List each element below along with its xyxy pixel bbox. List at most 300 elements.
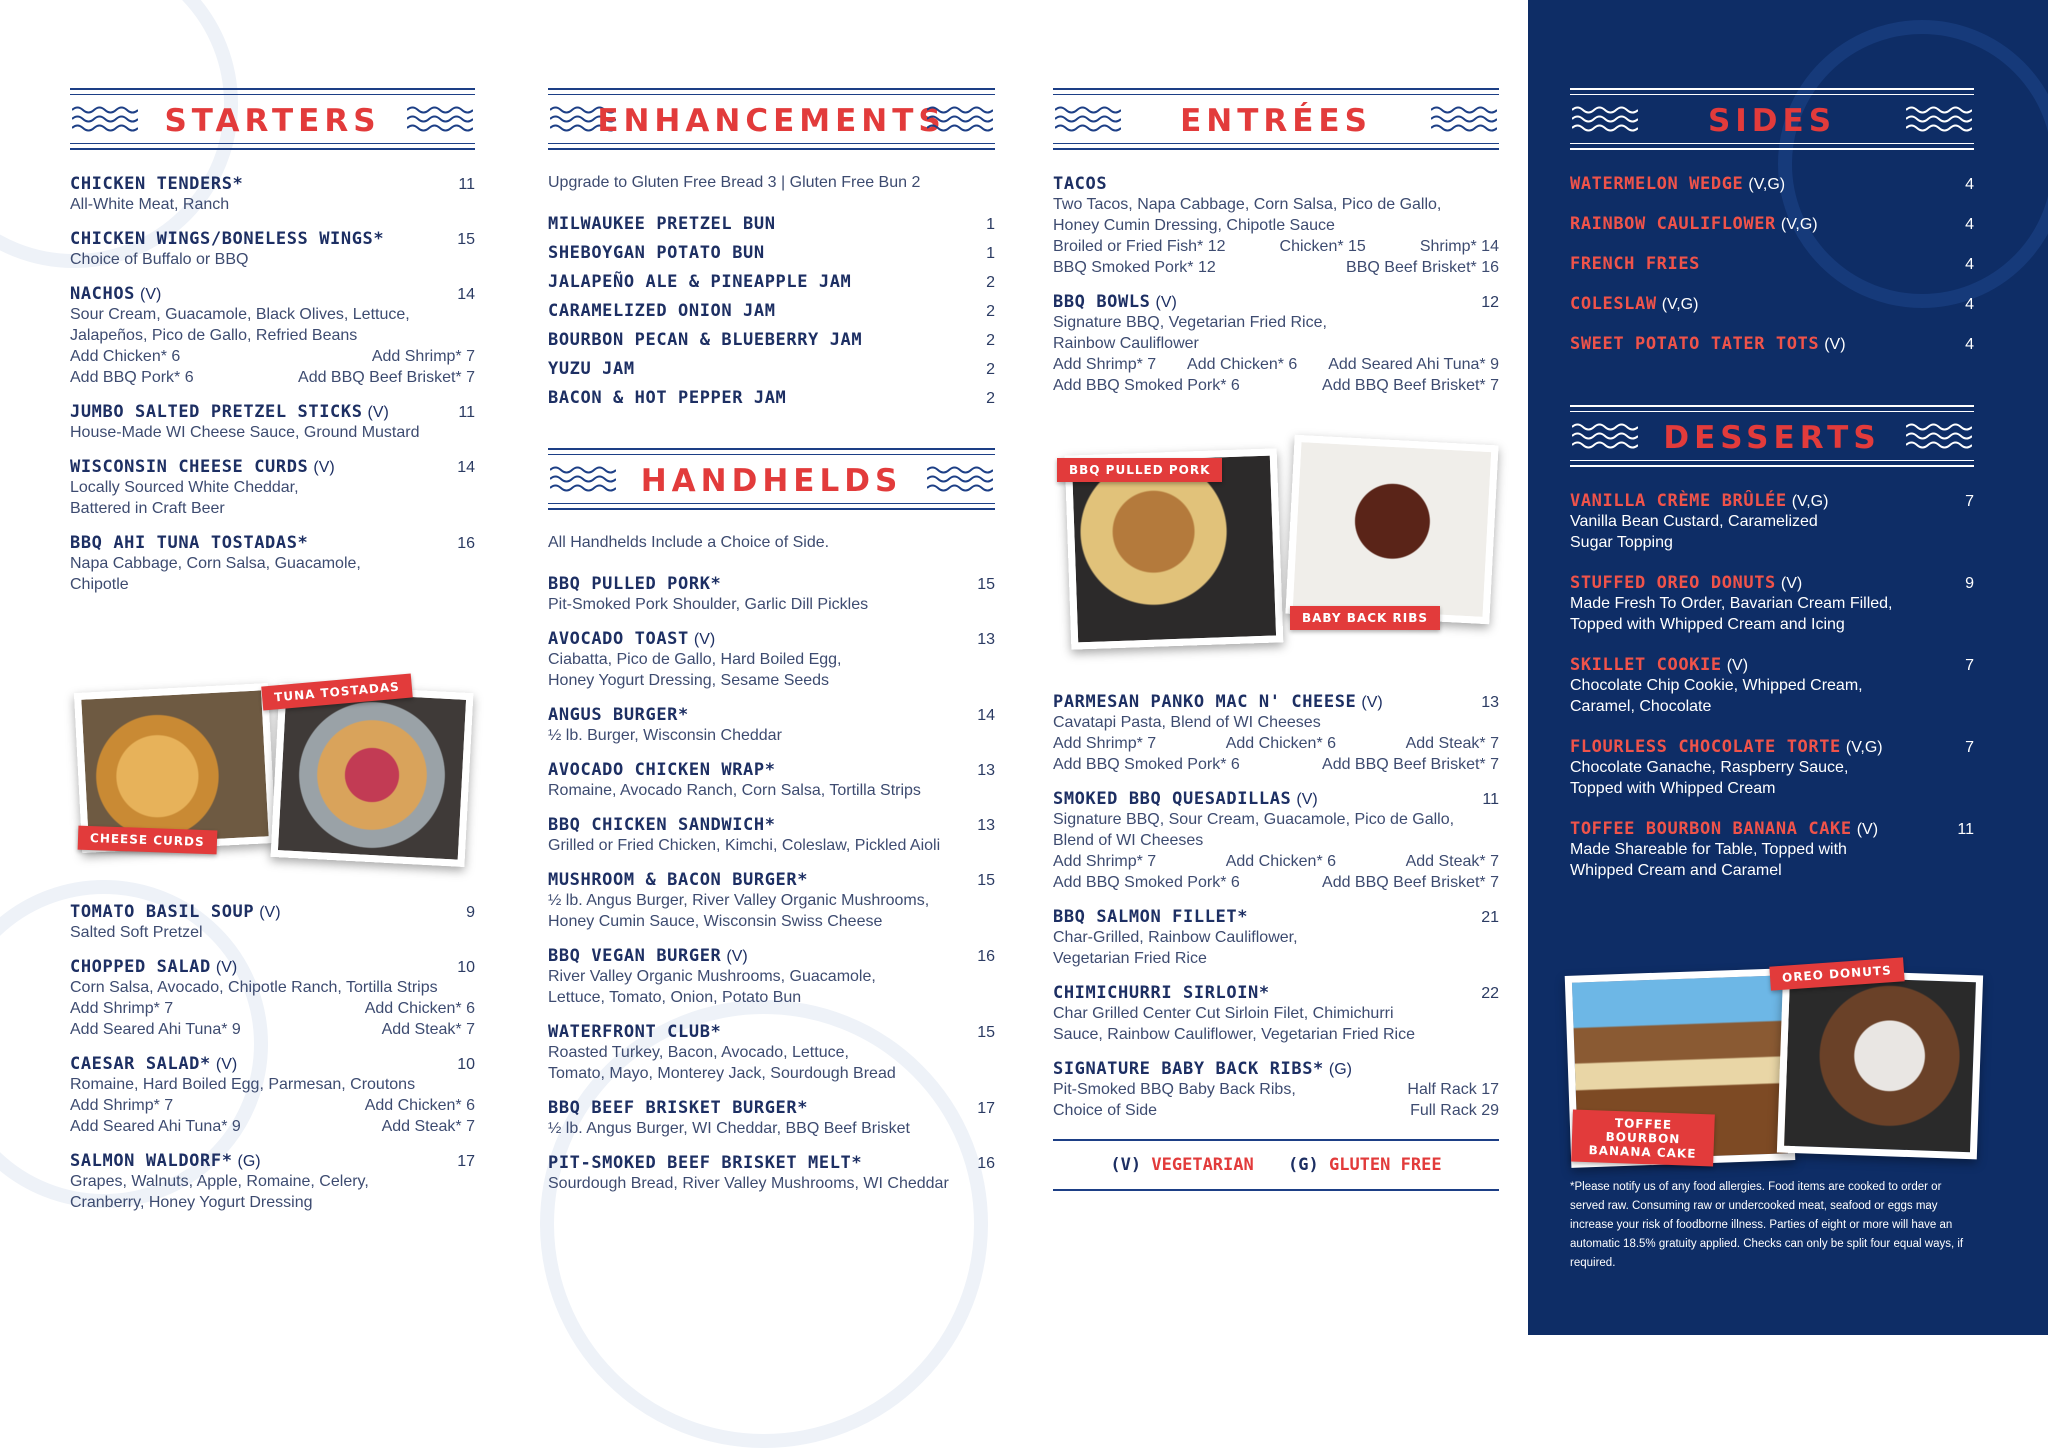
item-description: Blend of WI Cheeses — [1053, 832, 1204, 849]
item-title-group — [70, 1151, 261, 1171]
item-name: PIT-SMOKED BEEF BRISKET MELT* — [548, 1153, 863, 1173]
item-title-group — [548, 574, 721, 594]
item-title-group — [1570, 573, 1802, 593]
item-price: 11 — [458, 404, 475, 421]
handhelds-note: All Handhelds Include a Choice of Side. — [548, 534, 830, 551]
menu-item-bourbon-pecan-blueberry-jam — [548, 330, 995, 350]
item-name: COLESLAW — [1570, 294, 1657, 314]
menu-item-nachos — [70, 284, 475, 388]
item-price: 4 — [1965, 176, 1974, 193]
item-addon: Chicken* 15 — [1279, 238, 1366, 255]
item-addon-line — [1053, 1100, 1499, 1121]
item-description: Cavatapi Pasta, Blend of WI Cheeses — [1053, 714, 1321, 731]
entrees-title: ENTRÉES — [1180, 103, 1372, 139]
item-name: SMOKED BBQ QUESADILLAS — [1053, 789, 1292, 809]
item-price: 21 — [1481, 909, 1499, 926]
item-header-row — [70, 1151, 475, 1171]
item-header-row — [1570, 254, 1974, 274]
item-price: 12 — [1481, 294, 1499, 311]
item-dietary-tag: (V,G) — [1661, 296, 1699, 313]
item-description: ½ lb. Angus Burger, River Valley Organic Mushrooms, — [548, 892, 930, 909]
item-header-row — [548, 760, 995, 780]
item-dietary-tag: (V) — [726, 948, 748, 965]
allergy-disclaimer: *Please notify us of any food allergies. Food items are cooked to order or served raw. Consuming raw or undercooked meat, seafood or eggs may increase your risk of foodborne illness. Parties of eight or more will have an automatic 18.5% gratuity applied. Checks can only be split four equal ways, if required. — [1570, 1181, 1964, 1269]
item-addon: Add Seared Ahi Tuna* 9 — [1328, 356, 1499, 373]
item-addon: Add Chicken* 6 — [70, 348, 181, 365]
item-dietary-tag: (V) — [1726, 657, 1749, 674]
menu-item-bbq-beef-brisket-burger — [548, 1098, 995, 1139]
item-addon: Add Steak* 7 — [381, 1118, 475, 1135]
item-price: 14 — [457, 286, 475, 303]
item-addon-line — [1053, 1079, 1499, 1100]
item-description: Signature BBQ, Sour Cream, Guacamole, Pico de Gallo, — [1053, 811, 1455, 828]
item-name: BBQ PULLED PORK* — [548, 574, 722, 594]
item-dietary-tag: (V) — [1856, 821, 1879, 838]
item-title-group — [1053, 983, 1270, 1003]
enhancements-column — [548, 88, 995, 417]
item-title-group — [70, 402, 389, 422]
menu-item-pit-smoked-beef-brisket-melt — [548, 1153, 995, 1194]
item-name: BACON & HOT PEPPER JAM — [548, 388, 787, 408]
item-addon: Add BBQ Smoked Pork* 6 — [1053, 874, 1240, 891]
item-name: ANGUS BURGER* — [548, 705, 689, 725]
item-addon: Add BBQ Beef Brisket* 7 — [1322, 874, 1499, 891]
legend-v-key: (V) — [1110, 1155, 1142, 1175]
item-description: Sourdough Bread, River Valley Mushrooms, WI Cheddar — [548, 1175, 949, 1192]
menu-item-parmesan-panko-mac-n-cheese — [1053, 692, 1499, 775]
item-addon: Broiled or Fried Fish* 12 — [1053, 238, 1226, 255]
starters-column-lower — [70, 902, 475, 1227]
item-price: 9 — [466, 904, 475, 921]
desserts-header — [1570, 405, 1974, 467]
item-addon-line — [70, 1116, 475, 1137]
item-title-group — [548, 1153, 862, 1173]
sides-column — [1570, 88, 1974, 374]
item-addon: Add Shrimp* 7 — [1053, 853, 1157, 870]
menu-item-milwaukee-pretzel-bun — [548, 214, 995, 234]
item-header-row — [1053, 907, 1499, 927]
item-addon: Full Rack 29 — [1410, 1102, 1499, 1119]
waves-icon — [407, 104, 473, 134]
item-addon: Add Shrimp* 7 — [371, 348, 475, 365]
waves-icon — [927, 104, 993, 134]
item-header-row — [70, 229, 475, 249]
menu-item-bbq-bowls — [1053, 292, 1499, 396]
item-header-row — [1570, 819, 1974, 839]
item-name: BBQ BOWLS — [1053, 292, 1151, 312]
menu-item-avocado-chicken-wrap — [548, 760, 995, 801]
item-title-group — [1053, 789, 1318, 809]
item-title-group — [548, 1022, 721, 1042]
item-price: 14 — [457, 459, 475, 476]
item-description: Whipped Cream and Caramel — [1570, 862, 1782, 879]
item-description: Char-Grilled, Rainbow Cauliflower, — [1053, 929, 1298, 946]
item-header-row — [70, 533, 475, 553]
menu-item-angus-burger — [548, 705, 995, 746]
item-title-group — [548, 388, 786, 408]
item-header-row — [548, 243, 995, 263]
item-header-row — [1570, 491, 1974, 511]
item-addon-line — [1053, 851, 1499, 872]
starters-column — [70, 88, 475, 609]
item-header-row — [1053, 292, 1499, 312]
item-title-group — [1570, 491, 1828, 511]
item-header-row — [1053, 789, 1499, 809]
item-name: MUSHROOM & BACON BURGER* — [548, 870, 809, 890]
waves-icon — [927, 464, 993, 494]
item-description: Grapes, Walnuts, Apple, Romaine, Celery, — [70, 1173, 369, 1190]
item-description: Made Fresh To Order, Bavarian Cream Filled, — [1570, 595, 1893, 612]
item-dietary-tag: (G) — [1328, 1061, 1352, 1078]
item-title-group — [1570, 214, 1818, 234]
menu-item-stuffed-oreo-donuts — [1570, 573, 1974, 635]
item-name: CARAMELIZED ONION JAM — [548, 301, 776, 321]
item-name: CHOPPED SALAD — [70, 957, 211, 977]
item-name: TOFFEE BOURBON BANANA CAKE — [1570, 819, 1852, 839]
item-header-row — [1570, 737, 1974, 757]
enhancements-note: Upgrade to Gluten Free Bread 3 | Gluten Free Bun 2 — [548, 174, 921, 191]
item-name: PARMESAN PANKO MAC N' CHEESE — [1053, 692, 1357, 712]
item-title-group — [1570, 294, 1698, 314]
item-header-row — [548, 301, 995, 321]
item-title-group — [70, 457, 335, 477]
item-title-group — [1053, 907, 1248, 927]
item-addon: Shrimp* 14 — [1419, 238, 1499, 255]
item-addon-line — [70, 998, 475, 1019]
waves-icon — [1906, 421, 1972, 451]
item-description: Jalapeños, Pico de Gallo, Refried Beans — [70, 327, 358, 344]
item-description: House-Made WI Cheese Sauce, Ground Mustard — [70, 424, 420, 441]
item-title-group — [548, 705, 689, 725]
handhelds-header — [548, 448, 995, 510]
item-description: Rainbow Cauliflower — [1053, 335, 1199, 352]
item-title-group — [1570, 174, 1785, 194]
item-title-group — [548, 760, 776, 780]
entrees-column-lower — [1053, 692, 1499, 1191]
item-price: 11 — [1482, 791, 1499, 808]
item-dietary-tag: (V) — [215, 959, 238, 976]
item-name: BBQ AHI TUNA TOSTADAS* — [70, 533, 309, 553]
photo-label-bbq-pulled-pork: BBQ PULLED PORK — [1057, 458, 1222, 482]
menu-item-tomato-basil-soup — [70, 902, 475, 943]
entrees-list-lower — [1053, 692, 1499, 1121]
item-title-group — [548, 870, 808, 890]
item-header-row — [548, 946, 995, 966]
item-price: 13 — [977, 817, 995, 834]
item-description: Two Tacos, Napa Cabbage, Corn Salsa, Pico de Gallo, — [1053, 196, 1442, 213]
menu-item-caramelized-onion-jam — [548, 301, 995, 321]
item-title-group — [548, 330, 862, 350]
menu-item-bbq-ahi-tuna-tostadas — [70, 533, 475, 595]
item-header-row — [70, 1054, 475, 1074]
entrees-list — [1053, 174, 1499, 396]
item-price: 9 — [1965, 575, 1974, 592]
item-description: Signature BBQ, Vegetarian Fried Rice, — [1053, 314, 1327, 331]
item-addon-line — [70, 367, 475, 388]
item-price: 13 — [977, 631, 995, 648]
item-description: Honey Cumin Dressing, Chipotle Sauce — [1053, 217, 1335, 234]
item-description: Tomato, Mayo, Monterey Jack, Sourdough Bread — [548, 1065, 896, 1082]
item-header-row — [548, 1153, 995, 1173]
item-addon: Pit-Smoked BBQ Baby Back Ribs, — [1053, 1081, 1296, 1098]
item-name: RAINBOW CAULIFLOWER — [1570, 214, 1776, 234]
item-title-group — [70, 229, 384, 249]
item-name: AVOCADO TOAST — [548, 629, 689, 649]
item-name: VANILLA CRÈME BRÛLÉE — [1570, 491, 1787, 511]
item-dietary-tag: (V,G) — [1791, 493, 1829, 510]
item-addon: Add Shrimp* 7 — [1053, 356, 1157, 373]
item-title-group — [1053, 174, 1107, 194]
item-name: SKILLET COOKIE — [1570, 655, 1722, 675]
menu-item-wisconsin-cheese-curds — [70, 457, 475, 519]
enhancements-list — [548, 214, 995, 408]
item-title-group — [548, 272, 851, 292]
item-price: 2 — [986, 361, 995, 378]
item-price: 1 — [986, 245, 995, 262]
item-name: TACOS — [1053, 174, 1108, 194]
item-addon: Add Shrimp* 7 — [70, 1097, 174, 1114]
item-price: 2 — [986, 274, 995, 291]
item-header-row — [1053, 174, 1499, 194]
item-description: Grilled or Fried Chicken, Kimchi, Coleslaw, Pickled Aioli — [548, 837, 941, 854]
item-price: 4 — [1965, 216, 1974, 233]
item-dietary-tag: (G) — [237, 1153, 261, 1170]
item-price: 7 — [1965, 739, 1974, 756]
item-addon: Add BBQ Smoked Pork* 6 — [1053, 377, 1240, 394]
handhelds-column — [548, 448, 995, 1208]
item-header-row — [1570, 174, 1974, 194]
item-description: Sugar Topping — [1570, 534, 1673, 551]
item-price: 11 — [458, 176, 475, 193]
item-name: BBQ BEEF BRISKET BURGER* — [548, 1098, 809, 1118]
item-addon: Add BBQ Smoked Pork* 6 — [1053, 756, 1240, 773]
item-addon-line — [1053, 236, 1499, 257]
sides-list — [1570, 174, 1974, 354]
menu-item-chopped-salad — [70, 957, 475, 1040]
item-price: 22 — [1481, 985, 1499, 1002]
item-header-row — [548, 1022, 995, 1042]
menu-item-jumbo-salted-pretzel-sticks — [70, 402, 475, 443]
item-description: Caramel, Chocolate — [1570, 698, 1712, 715]
item-dietary-tag: (V) — [1361, 694, 1383, 711]
item-description: Locally Sourced White Cheddar, — [70, 479, 299, 496]
item-header-row — [548, 1098, 995, 1118]
item-description: ½ lb. Angus Burger, WI Cheddar, BBQ Beef Brisket — [548, 1120, 910, 1137]
item-description: Made Shareable for Table, Topped with — [1570, 841, 1847, 858]
item-price: 16 — [977, 1155, 995, 1172]
menu-item-french-fries — [1570, 254, 1974, 274]
starters-title: STARTERS — [164, 103, 381, 139]
item-name: SHEBOYGAN POTATO BUN — [548, 243, 765, 263]
item-dietary-tag: (V) — [1780, 575, 1803, 592]
item-price: 14 — [977, 707, 995, 724]
menu-item-chicken-tenders — [70, 174, 475, 215]
photo-label-baby-back-ribs: BABY BACK RIBS — [1290, 606, 1440, 630]
item-price: 4 — [1965, 296, 1974, 313]
item-price: 17 — [977, 1100, 995, 1117]
item-title-group — [1570, 737, 1883, 757]
item-price: 15 — [977, 1024, 995, 1041]
item-description: All-White Meat, Ranch — [70, 196, 230, 213]
item-header-row — [1570, 573, 1974, 593]
item-price: 16 — [457, 535, 475, 552]
item-title-group — [70, 174, 243, 194]
starters-list — [70, 174, 475, 595]
legend-g-label: GLUTEN FREE — [1328, 1155, 1442, 1175]
sides-header — [1570, 88, 1974, 150]
item-title-group — [1570, 334, 1846, 354]
item-name: WISCONSIN CHEESE CURDS — [70, 457, 309, 477]
item-name: NACHOS — [70, 284, 136, 304]
item-price: 7 — [1965, 657, 1974, 674]
item-title-group — [548, 815, 776, 835]
legend-g-key: (G) — [1288, 1155, 1319, 1175]
menu-item-coleslaw — [1570, 294, 1974, 314]
item-header-row — [548, 330, 995, 350]
sides-title: SIDES — [1707, 103, 1837, 139]
item-description: Sauce, Rainbow Cauliflower, Vegetarian Fried Rice — [1053, 1026, 1415, 1043]
item-dietary-tag: (V,G) — [1845, 739, 1883, 756]
menu-item-jalape-o-ale-pineapple-jam — [548, 272, 995, 292]
item-header-row — [548, 359, 995, 379]
item-title-group — [548, 629, 715, 649]
menu-item-flourless-chocolate-torte — [1570, 737, 1974, 799]
menu-item-mushroom-bacon-burger — [548, 870, 995, 932]
desserts-list — [1570, 491, 1974, 881]
item-description: Topped with Whipped Cream and Icing — [1570, 616, 1845, 633]
item-description: Honey Yogurt Dressing, Sesame Seeds — [548, 672, 830, 689]
item-name: SALMON WALDORF* — [70, 1151, 233, 1171]
item-dietary-tag: (V) — [259, 904, 281, 921]
item-name: AVOCADO CHICKEN WRAP* — [548, 760, 776, 780]
item-price: 13 — [977, 762, 995, 779]
item-header-row — [1053, 692, 1499, 712]
item-addon-line — [1053, 354, 1499, 375]
item-title-group — [1570, 254, 1700, 274]
item-header-row — [548, 705, 995, 725]
menu-item-signature-baby-back-ribs — [1053, 1059, 1499, 1121]
menu-item-avocado-toast — [548, 629, 995, 691]
menu-item-tacos — [1053, 174, 1499, 278]
item-header-row — [1570, 655, 1974, 675]
menu-item-chicken-wings-boneless-wings — [70, 229, 475, 270]
item-title-group — [548, 301, 776, 321]
item-description: Char Grilled Center Cut Sirloin Filet, Chimichurri — [1053, 1005, 1394, 1022]
menu-item-sheboygan-potato-bun — [548, 243, 995, 263]
item-name: CHICKEN WINGS/BONELESS WINGS* — [70, 229, 385, 249]
item-addon: Half Rack 17 — [1407, 1081, 1499, 1098]
menu-item-rainbow-cauliflower — [1570, 214, 1974, 234]
baby-back-ribs-photo — [1285, 435, 1498, 624]
item-title-group — [70, 284, 161, 304]
item-addon: Add Chicken* 6 — [1225, 853, 1337, 870]
handhelds-list — [548, 574, 995, 1194]
item-description: Topped with Whipped Cream — [1570, 780, 1776, 797]
item-addon: BBQ Smoked Pork* 12 — [1053, 259, 1216, 276]
item-price: 15 — [457, 231, 475, 248]
item-description: ½ lb. Burger, Wisconsin Cheddar — [548, 727, 782, 744]
item-description: Pit-Smoked Pork Shoulder, Garlic Dill Pickles — [548, 596, 869, 613]
item-dietary-tag: (V) — [313, 459, 335, 476]
item-description: Chocolate Ganache, Raspberry Sauce, — [1570, 759, 1849, 776]
item-addon: Add Steak* 7 — [1405, 735, 1499, 752]
item-description: Sour Cream, Guacamole, Black Olives, Lettuce, — [70, 306, 410, 323]
starters-header — [70, 88, 475, 150]
item-description: River Valley Organic Mushrooms, Guacamole, — [548, 968, 876, 985]
item-name: CHICKEN TENDERS* — [70, 174, 244, 194]
item-title-group — [548, 1098, 808, 1118]
item-addon-line — [70, 1095, 475, 1116]
item-title-group — [1053, 292, 1177, 312]
item-name: CHIMICHURRI SIRLOIN* — [1053, 983, 1270, 1003]
item-description: Roasted Turkey, Bacon, Avocado, Lettuce, — [548, 1044, 849, 1061]
item-addon: Add Shrimp* 7 — [1053, 735, 1157, 752]
item-name: BBQ VEGAN BURGER — [548, 946, 722, 966]
dietary-legend — [1053, 1139, 1499, 1191]
item-addon: Choice of Side — [1053, 1102, 1158, 1119]
item-dietary-tag: (V) — [367, 404, 389, 421]
item-addon: Add Seared Ahi Tuna* 9 — [70, 1118, 241, 1135]
item-price: 4 — [1965, 336, 1974, 353]
item-addon: Add Steak* 7 — [1405, 853, 1499, 870]
item-header-row — [548, 388, 995, 408]
item-description: Corn Salsa, Avocado, Chipotle Ranch, Tortilla Strips — [70, 979, 438, 996]
item-description: Chipotle — [70, 576, 129, 593]
item-name: BBQ CHICKEN SANDWICH* — [548, 815, 776, 835]
item-name: JUMBO SALTED PRETZEL STICKS — [70, 402, 363, 422]
entrees-header — [1053, 88, 1499, 150]
item-description: Romaine, Hard Boiled Egg, Parmesan, Croutons — [70, 1076, 416, 1093]
enhancements-title: ENHANCEMENTS — [597, 103, 946, 139]
item-addon: Add BBQ Beef Brisket* 7 — [1322, 756, 1499, 773]
menu-item-chimichurri-sirloin — [1053, 983, 1499, 1045]
item-price: 1 — [986, 216, 995, 233]
item-price: 10 — [457, 1056, 475, 1073]
menu-item-watermelon-wedge — [1570, 174, 1974, 194]
menu-item-bbq-vegan-burger — [548, 946, 995, 1008]
item-header-row — [548, 629, 995, 649]
item-dietary-tag: (V) — [1296, 791, 1318, 808]
item-header-row — [70, 902, 475, 922]
waves-icon — [1906, 104, 1972, 134]
item-price: 11 — [1957, 821, 1974, 838]
menu-item-waterfront-club — [548, 1022, 995, 1084]
menu-item-sweet-potato-tater-tots — [1570, 334, 1974, 354]
item-addon: Add BBQ Beef Brisket* 7 — [1322, 377, 1499, 394]
item-header-row — [1053, 1059, 1499, 1079]
item-price: 7 — [1965, 493, 1974, 510]
item-name: YUZU JAM — [548, 359, 635, 379]
item-header-row — [548, 214, 995, 234]
item-price: 15 — [977, 576, 995, 593]
item-header-row — [1570, 214, 1974, 234]
legend-v-label: VEGETARIAN — [1151, 1155, 1254, 1175]
item-dietary-tag: (V,G) — [1748, 176, 1786, 193]
waves-icon — [1431, 104, 1497, 134]
tuna-tostadas-photo — [271, 683, 474, 867]
item-title-group — [1570, 655, 1748, 675]
item-header-row — [70, 402, 475, 422]
item-header-row — [70, 174, 475, 194]
item-description: Salted Soft Pretzel — [70, 924, 203, 941]
item-price: 17 — [457, 1153, 475, 1170]
handhelds-title: HANDHELDS — [640, 463, 903, 499]
menu-item-toffee-bourbon-banana-cake — [1570, 819, 1974, 881]
menu-item-vanilla-cr-me-br-l-e — [1570, 491, 1974, 553]
enhancements-header — [548, 88, 995, 150]
item-addon: Add BBQ Pork* 6 — [70, 369, 194, 386]
item-header-row — [70, 284, 475, 304]
